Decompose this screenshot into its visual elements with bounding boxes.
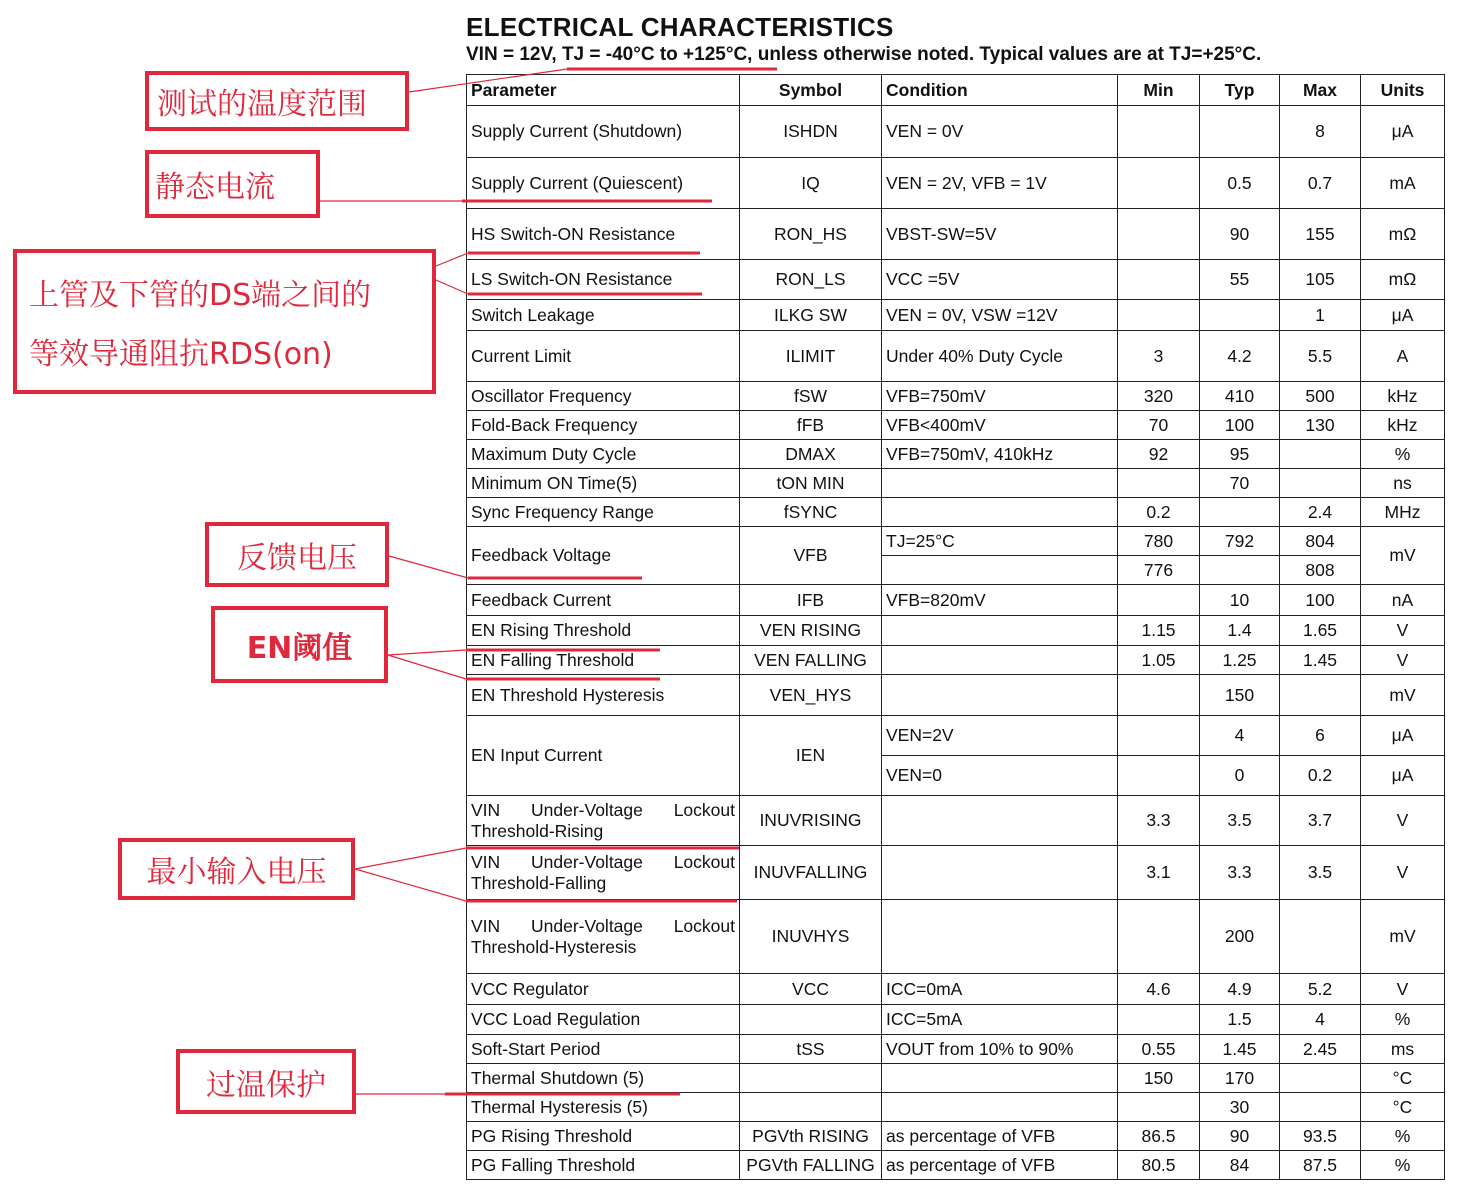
cell-typ: 4.9 <box>1200 974 1280 1005</box>
cell-symbol: PGVth FALLING <box>740 1151 882 1180</box>
cell-condition: VEN=2V <box>882 716 1118 756</box>
cell-symbol: IEN <box>740 716 882 796</box>
cell-min <box>1118 675 1200 716</box>
table-row <box>467 846 1445 900</box>
cell-units: V <box>1361 796 1445 846</box>
cell-max <box>1280 1093 1361 1122</box>
cell-max <box>1280 900 1361 974</box>
col-header-min: Min <box>1118 75 1200 106</box>
cell-min: 0.55 <box>1118 1035 1200 1064</box>
cell-condition: VFB<400mV <box>882 411 1118 440</box>
cell-parameter: PG Rising Threshold <box>467 1122 740 1151</box>
col-header-condition: Condition <box>882 75 1118 106</box>
cell-max: 6 <box>1280 716 1361 756</box>
cell-parameter: Supply Current (Shutdown) <box>467 106 740 158</box>
cell-typ <box>1200 300 1280 331</box>
cell-symbol: VEN_HYS <box>740 675 882 716</box>
cell-min <box>1118 1093 1200 1122</box>
table-row <box>467 527 1445 556</box>
table-row <box>467 1035 1445 1064</box>
cell-condition: VFB=750mV, 410kHz <box>882 440 1118 469</box>
table-row <box>467 209 1445 260</box>
cell-condition: VFB=750mV <box>882 382 1118 411</box>
cell-symbol: INUVHYS <box>740 900 882 974</box>
cell-typ: 3.3 <box>1200 846 1280 900</box>
cell-units: kHz <box>1361 382 1445 411</box>
test-conditions-note: VIN = 12V, TJ = -40°C to +125°C, unless otherwise noted. Typical values are at TJ=+25°C. <box>466 44 1262 65</box>
col-header-units: Units <box>1361 75 1445 106</box>
cell-min: 776 <box>1118 556 1200 585</box>
cell-symbol: tSS <box>740 1035 882 1064</box>
cell-min: 3.1 <box>1118 846 1200 900</box>
cell-max: 0.7 <box>1280 158 1361 209</box>
cell-max: 87.5 <box>1280 1151 1361 1180</box>
cell-parameter: Sync Frequency Range <box>467 498 740 527</box>
annotation-label: 最小输入电压 <box>146 855 327 890</box>
cell-min: 150 <box>1118 1064 1200 1093</box>
cell-units: ms <box>1361 1035 1445 1064</box>
table-row <box>467 469 1445 498</box>
cell-typ: 200 <box>1200 900 1280 974</box>
table-row <box>467 1093 1445 1122</box>
cell-typ <box>1200 106 1280 158</box>
cell-parameter: LS Switch-ON Resistance <box>467 260 740 300</box>
table-row <box>467 158 1445 209</box>
cell-condition: VEN = 0V <box>882 106 1118 158</box>
cell-parameter: Maximum Duty Cycle <box>467 440 740 469</box>
cell-symbol: ILKG SW <box>740 300 882 331</box>
table-row <box>467 1005 1445 1035</box>
cell-min <box>1118 209 1200 260</box>
cell-min: 70 <box>1118 411 1200 440</box>
cell-condition: as percentage of VFB <box>882 1151 1118 1180</box>
annotation-quiescent-current <box>145 150 320 218</box>
cell-max: 3.7 <box>1280 796 1361 846</box>
cell-condition <box>882 469 1118 498</box>
table-row <box>467 1151 1445 1180</box>
cell-max: 3.5 <box>1280 846 1361 900</box>
cell-parameter: EN Input Current <box>467 716 740 796</box>
cell-typ: 410 <box>1200 382 1280 411</box>
cell-symbol: ILIMIT <box>740 331 882 382</box>
cell-min <box>1118 1005 1200 1035</box>
cell-units: °C <box>1361 1093 1445 1122</box>
cell-condition: VCC =5V <box>882 260 1118 300</box>
table-row <box>467 498 1445 527</box>
cell-min <box>1118 585 1200 616</box>
cell-typ: 10 <box>1200 585 1280 616</box>
table-row <box>467 796 1445 846</box>
cell-units: V <box>1361 616 1445 646</box>
cell-parameter: EN Threshold Hysteresis <box>467 675 740 716</box>
cell-parameter: Switch Leakage <box>467 300 740 331</box>
cell-min <box>1118 900 1200 974</box>
cell-units: MHz <box>1361 498 1445 527</box>
cell-min <box>1118 469 1200 498</box>
cell-max: 2.4 <box>1280 498 1361 527</box>
cell-parameter: Thermal Shutdown (5) <box>467 1064 740 1093</box>
cell-units: μA <box>1361 106 1445 158</box>
cell-typ <box>1200 498 1280 527</box>
col-header-symbol: Symbol <box>740 75 882 106</box>
cell-units: mΩ <box>1361 209 1445 260</box>
col-header-parameter: Parameter <box>467 75 740 106</box>
table-row <box>467 411 1445 440</box>
cell-symbol <box>740 1093 882 1122</box>
table-row <box>467 331 1445 382</box>
cell-symbol <box>740 1064 882 1093</box>
cell-symbol: ISHDN <box>740 106 882 158</box>
table-row <box>467 585 1445 616</box>
cell-parameter: PG Falling Threshold <box>467 1151 740 1180</box>
table-row <box>467 382 1445 411</box>
cell-max: 500 <box>1280 382 1361 411</box>
cell-parameter: Feedback Voltage <box>467 527 740 585</box>
cell-typ: 3.5 <box>1200 796 1280 846</box>
cell-typ: 84 <box>1200 1151 1280 1180</box>
annotation-min-input-voltage <box>118 838 355 900</box>
electrical-characteristics-table <box>466 74 1445 1180</box>
cell-units: % <box>1361 1151 1445 1180</box>
annotation-label: EN阈值 <box>246 630 353 666</box>
cell-typ: 0 <box>1200 756 1280 796</box>
cell-condition: VBST-SW=5V <box>882 209 1118 260</box>
cell-symbol: DMAX <box>740 440 882 469</box>
cell-units: V <box>1361 846 1445 900</box>
cell-max: 4 <box>1280 1005 1361 1035</box>
cell-min: 0.2 <box>1118 498 1200 527</box>
cell-units: V <box>1361 646 1445 675</box>
cell-condition: as percentage of VFB <box>882 1122 1118 1151</box>
cell-units: kHz <box>1361 411 1445 440</box>
cell-typ: 1.5 <box>1200 1005 1280 1035</box>
cell-max <box>1280 675 1361 716</box>
cell-max: 804 <box>1280 527 1361 556</box>
cell-typ: 90 <box>1200 209 1280 260</box>
cell-condition <box>882 1093 1118 1122</box>
cell-condition <box>882 646 1118 675</box>
cell-max: 8 <box>1280 106 1361 158</box>
cell-max: 5.5 <box>1280 331 1361 382</box>
annotation-label: 过温保护 <box>206 1067 326 1103</box>
cell-parameter: VIN Under-Voltage Lockout Threshold-Rising <box>467 796 740 846</box>
cell-parameter: VIN Under-Voltage Lockout Threshold-Falling <box>467 846 740 900</box>
cell-parameter: EN Rising Threshold <box>467 616 740 646</box>
cell-max: 5.2 <box>1280 974 1361 1005</box>
cell-condition: Under 40% Duty Cycle <box>882 331 1118 382</box>
cell-max: 1 <box>1280 300 1361 331</box>
cell-parameter: VIN Under-Voltage Lockout Threshold-Hysteresis <box>467 900 740 974</box>
cell-parameter: VCC Regulator <box>467 974 740 1005</box>
cell-condition: ICC=0mA <box>882 974 1118 1005</box>
cell-parameter: Oscillator Frequency <box>467 382 740 411</box>
cell-typ: 90 <box>1200 1122 1280 1151</box>
cell-parameter: Thermal Hysteresis (5) <box>467 1093 740 1122</box>
cell-symbol: fSYNC <box>740 498 882 527</box>
cell-condition: VOUT from 10% to 90% <box>882 1035 1118 1064</box>
cell-max: 808 <box>1280 556 1361 585</box>
cell-parameter: Fold-Back Frequency <box>467 411 740 440</box>
cell-min: 320 <box>1118 382 1200 411</box>
cell-max: 105 <box>1280 260 1361 300</box>
cell-typ: 792 <box>1200 527 1280 556</box>
cell-typ: 150 <box>1200 675 1280 716</box>
annotation-label: 反馈电压 <box>237 540 357 576</box>
cell-min <box>1118 300 1200 331</box>
cell-max <box>1280 1064 1361 1093</box>
cell-max: 130 <box>1280 411 1361 440</box>
cell-symbol: VEN RISING <box>740 616 882 646</box>
cell-symbol: RON_HS <box>740 209 882 260</box>
cell-max <box>1280 440 1361 469</box>
cell-symbol: VCC <box>740 974 882 1005</box>
annotation-label: 测试的温度范围 <box>157 87 367 122</box>
cell-typ: 55 <box>1200 260 1280 300</box>
cell-typ: 1.4 <box>1200 616 1280 646</box>
cell-symbol: INUVFALLING <box>740 846 882 900</box>
cell-min: 1.15 <box>1118 616 1200 646</box>
cell-min <box>1118 756 1200 796</box>
cell-units: μA <box>1361 300 1445 331</box>
cell-condition: TJ=25°C <box>882 527 1118 556</box>
cell-min: 780 <box>1118 527 1200 556</box>
cell-units: °C <box>1361 1064 1445 1093</box>
cell-typ: 0.5 <box>1200 158 1280 209</box>
cell-symbol: PGVth RISING <box>740 1122 882 1151</box>
annotation-label-line2: 等效导通阻抗RDS(on) <box>29 336 333 372</box>
table-row <box>467 646 1445 675</box>
cell-typ: 30 <box>1200 1093 1280 1122</box>
cell-symbol: fFB <box>740 411 882 440</box>
cell-condition <box>882 900 1118 974</box>
table-row <box>467 974 1445 1005</box>
cell-units: nA <box>1361 585 1445 616</box>
cell-min: 4.6 <box>1118 974 1200 1005</box>
cell-min: 92 <box>1118 440 1200 469</box>
cell-typ: 1.45 <box>1200 1035 1280 1064</box>
cell-units: mA <box>1361 158 1445 209</box>
cell-units: ns <box>1361 469 1445 498</box>
cell-condition <box>882 1064 1118 1093</box>
cell-units: % <box>1361 1005 1445 1035</box>
cell-min: 3 <box>1118 331 1200 382</box>
table-row <box>467 616 1445 646</box>
cell-units: % <box>1361 1122 1445 1151</box>
cell-max: 0.2 <box>1280 756 1361 796</box>
cell-units: V <box>1361 974 1445 1005</box>
cell-max <box>1280 469 1361 498</box>
cell-min: 3.3 <box>1118 796 1200 846</box>
annotation-temperature-range <box>145 71 409 131</box>
cell-symbol: fSW <box>740 382 882 411</box>
col-header-max: Max <box>1280 75 1361 106</box>
table-row <box>467 106 1445 158</box>
cell-typ: 1.25 <box>1200 646 1280 675</box>
cell-parameter: HS Switch-ON Resistance <box>467 209 740 260</box>
cell-typ: 170 <box>1200 1064 1280 1093</box>
cell-typ: 95 <box>1200 440 1280 469</box>
cell-symbol: VEN FALLING <box>740 646 882 675</box>
cell-units: mV <box>1361 675 1445 716</box>
table-row <box>467 1064 1445 1093</box>
cell-min: 80.5 <box>1118 1151 1200 1180</box>
cell-units: % <box>1361 440 1445 469</box>
cell-min <box>1118 716 1200 756</box>
cell-parameter: Soft-Start Period <box>467 1035 740 1064</box>
cell-condition: VEN = 2V, VFB = 1V <box>882 158 1118 209</box>
cell-typ <box>1200 556 1280 585</box>
cell-condition: VEN = 0V, VSW =12V <box>882 300 1118 331</box>
cell-max: 93.5 <box>1280 1122 1361 1151</box>
table-row <box>467 675 1445 716</box>
cell-condition <box>882 556 1118 585</box>
annotation-label: 静态电流 <box>155 170 275 205</box>
annotation-label: 上管及下管的DS端之间的 <box>29 278 372 314</box>
cell-condition: ICC=5mA <box>882 1005 1118 1035</box>
table-row <box>467 1122 1445 1151</box>
cell-condition <box>882 616 1118 646</box>
cell-max: 1.65 <box>1280 616 1361 646</box>
cell-min: 1.05 <box>1118 646 1200 675</box>
cell-condition <box>882 675 1118 716</box>
cell-min <box>1118 260 1200 300</box>
table-row <box>467 260 1445 300</box>
cell-min <box>1118 158 1200 209</box>
table-row <box>467 440 1445 469</box>
cell-max: 1.45 <box>1280 646 1361 675</box>
cell-symbol: INUVRISING <box>740 796 882 846</box>
cell-max: 155 <box>1280 209 1361 260</box>
cell-typ: 4.2 <box>1200 331 1280 382</box>
cell-symbol: IFB <box>740 585 882 616</box>
cell-condition <box>882 498 1118 527</box>
col-header-typ: Typ <box>1200 75 1280 106</box>
annotation-thermal-shutdown <box>176 1049 356 1114</box>
cell-symbol: tON MIN <box>740 469 882 498</box>
cell-parameter: Current Limit <box>467 331 740 382</box>
cell-min <box>1118 106 1200 158</box>
cell-parameter: Feedback Current <box>467 585 740 616</box>
cell-units: μA <box>1361 756 1445 796</box>
section-title: ELECTRICAL CHARACTERISTICS <box>466 12 894 42</box>
table-row <box>467 300 1445 331</box>
cell-units: mΩ <box>1361 260 1445 300</box>
annotation-en-threshold <box>211 606 388 683</box>
cell-parameter: EN Falling Threshold <box>467 646 740 675</box>
cell-max: 100 <box>1280 585 1361 616</box>
cell-units: mV <box>1361 527 1445 585</box>
annotation-switch-on-resistance <box>13 249 436 394</box>
cell-condition: VFB=820mV <box>882 585 1118 616</box>
table-row <box>467 716 1445 756</box>
annotation-feedback-voltage <box>205 522 389 587</box>
table-header-row <box>467 75 1445 106</box>
cell-condition <box>882 796 1118 846</box>
cell-parameter: Minimum ON Time(5) <box>467 469 740 498</box>
cell-units: μA <box>1361 716 1445 756</box>
cell-min: 86.5 <box>1118 1122 1200 1151</box>
cell-condition <box>882 846 1118 900</box>
cell-symbol: IQ <box>740 158 882 209</box>
cell-parameter: VCC Load Regulation <box>467 1005 740 1035</box>
table-row <box>467 900 1445 974</box>
cell-typ: 4 <box>1200 716 1280 756</box>
cell-max: 2.45 <box>1280 1035 1361 1064</box>
cell-symbol: RON_LS <box>740 260 882 300</box>
cell-condition: VEN=0 <box>882 756 1118 796</box>
cell-symbol <box>740 1005 882 1035</box>
cell-units: mV <box>1361 900 1445 974</box>
cell-typ: 70 <box>1200 469 1280 498</box>
cell-symbol: VFB <box>740 527 882 585</box>
cell-typ: 100 <box>1200 411 1280 440</box>
cell-parameter: Supply Current (Quiescent) <box>467 158 740 209</box>
cell-units: A <box>1361 331 1445 382</box>
